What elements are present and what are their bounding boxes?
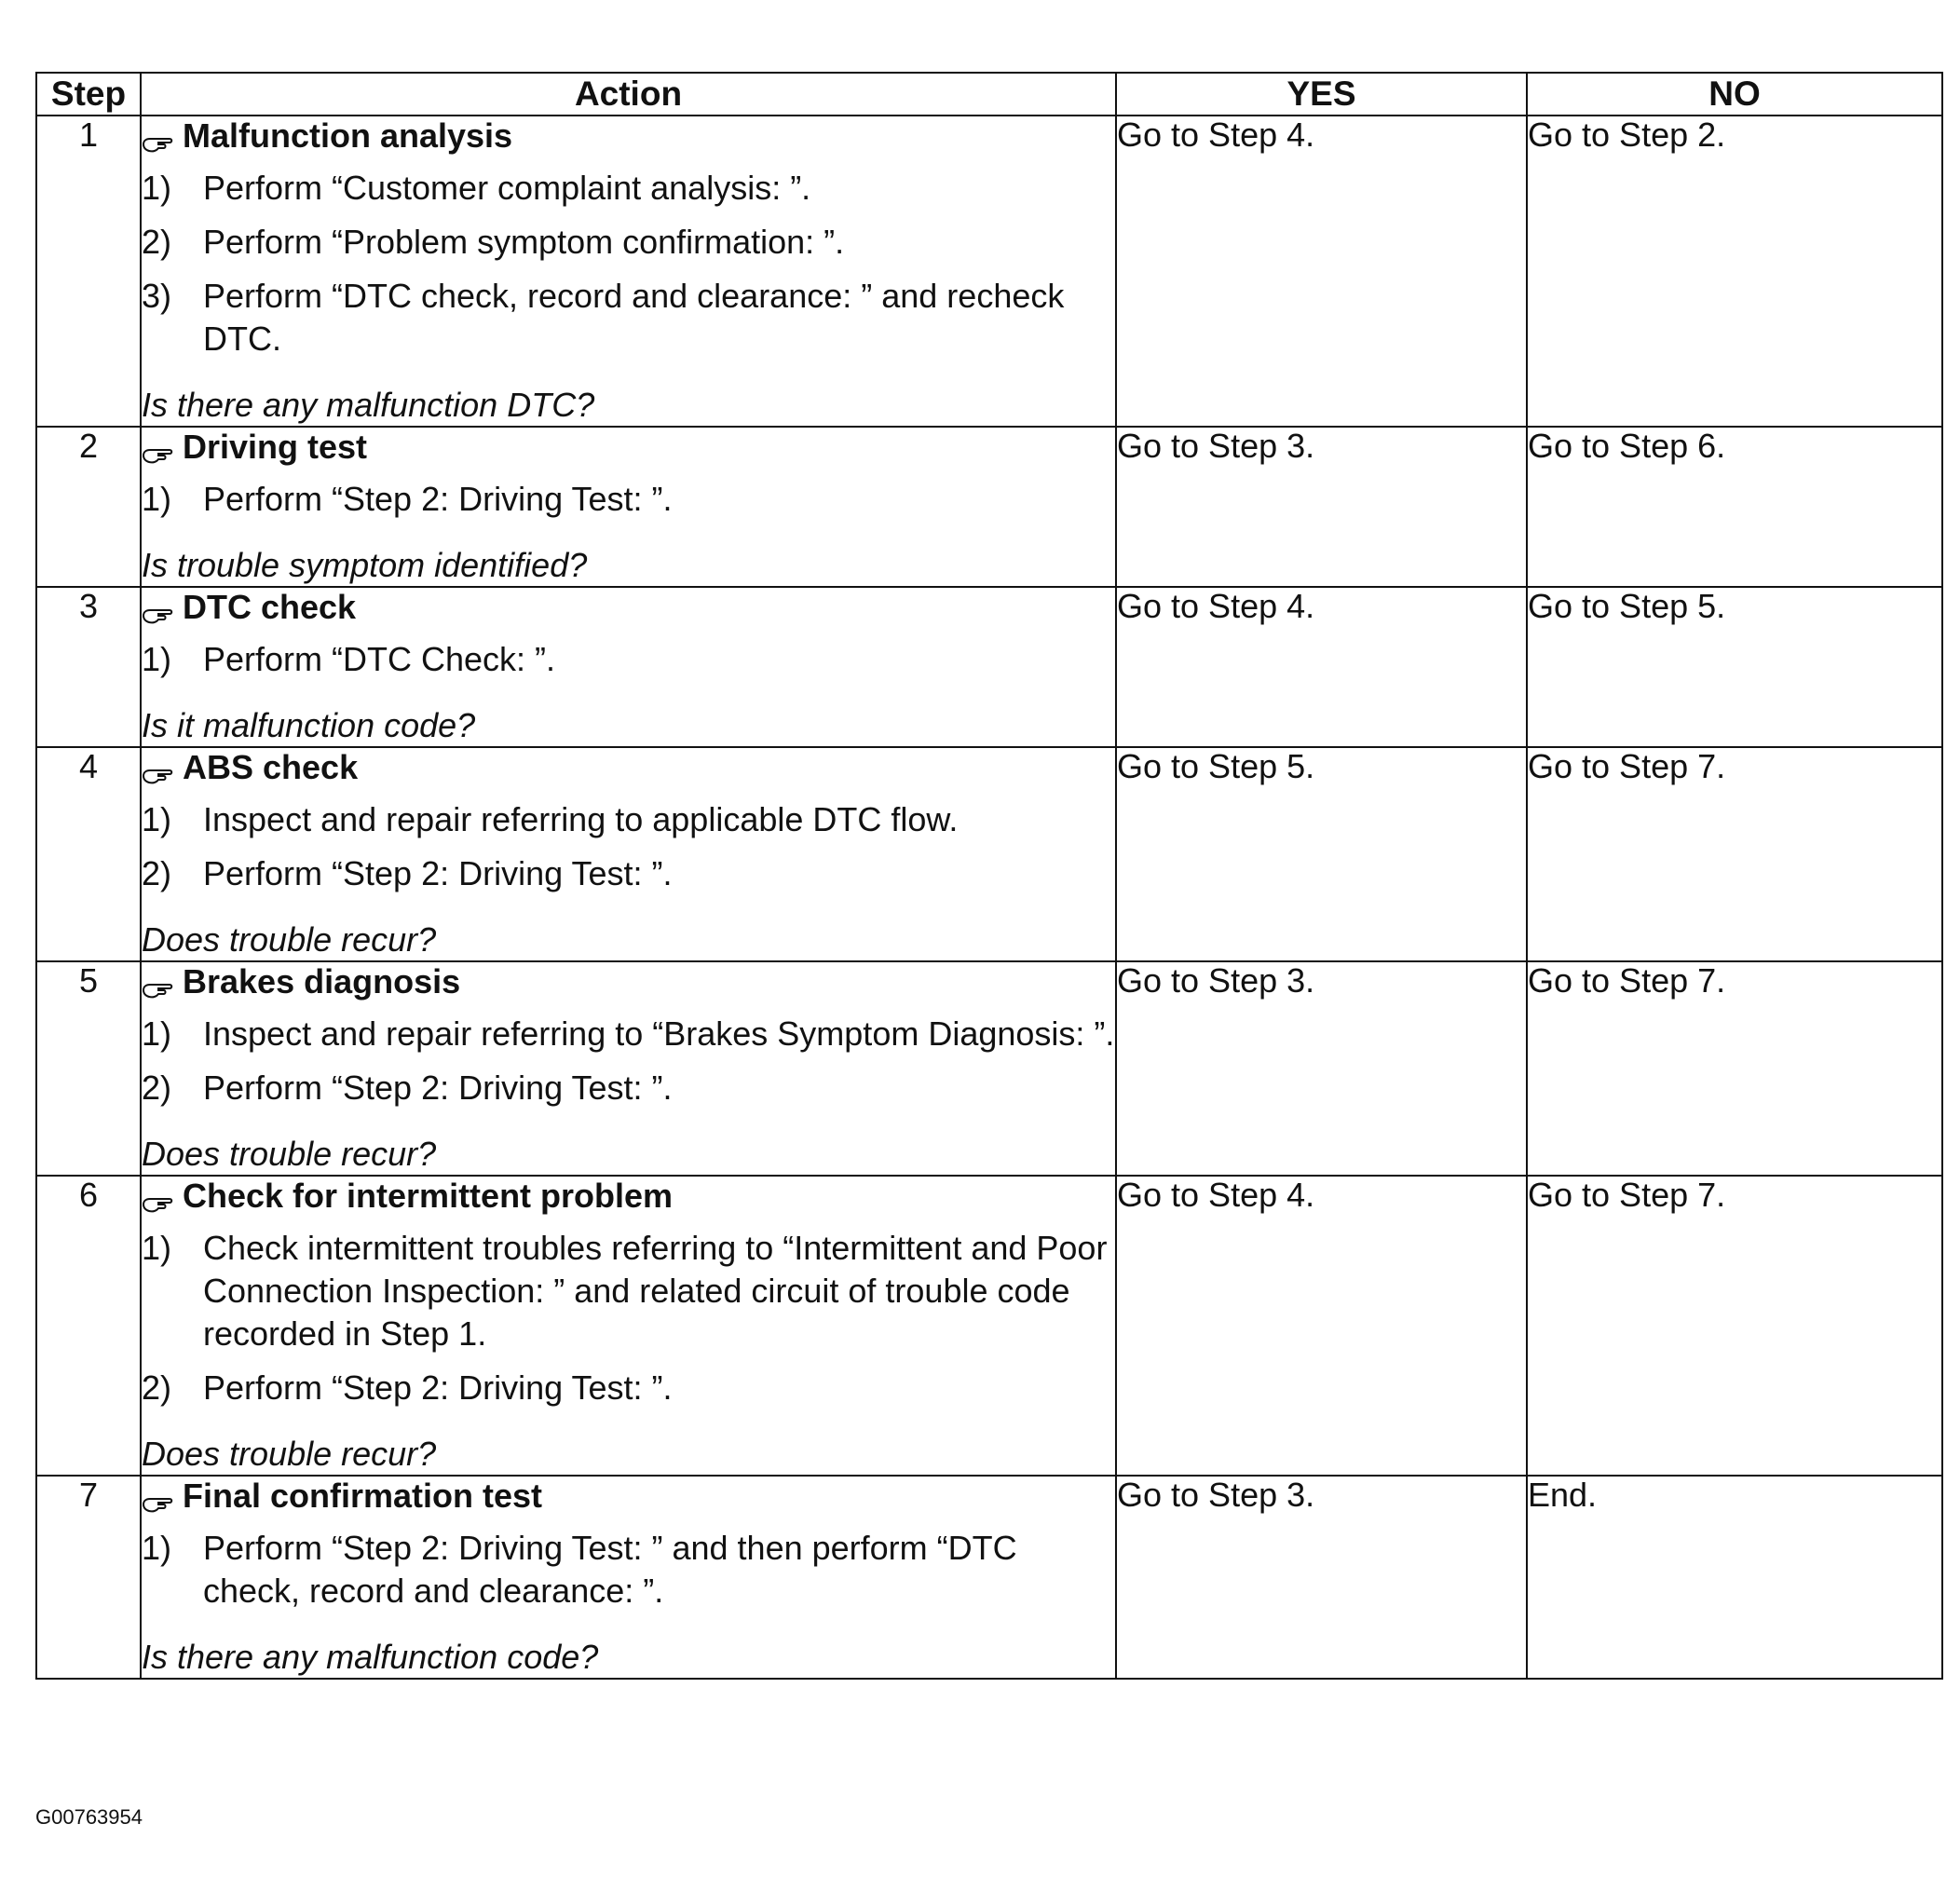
action-heading <box>142 1177 1115 1216</box>
substep-list <box>142 1227 1115 1409</box>
check-question: Is there any malfunction code? <box>142 1638 599 1676</box>
substep-number: 1) <box>142 169 172 207</box>
substep-number: 1) <box>142 800 172 838</box>
substep-item <box>142 852 1115 895</box>
no-result: Go to Step 7. <box>1527 961 1942 1176</box>
pointing-hand-icon <box>142 434 175 455</box>
action-cell <box>141 1476 1116 1679</box>
no-result: Go to Step 6. <box>1527 427 1942 587</box>
check-question: Is there any malfunction DTC? <box>142 386 595 424</box>
substep-number: 1) <box>142 1229 172 1267</box>
substep-number: 1) <box>142 640 172 678</box>
substep-item <box>142 1227 1115 1355</box>
table-row <box>36 1476 1942 1679</box>
no-result: Go to Step 7. <box>1527 747 1942 961</box>
action-cell <box>141 1176 1116 1476</box>
yes-result: Go to Step 3. <box>1116 1476 1527 1679</box>
step-number: 5 <box>36 961 141 1176</box>
yes-result: Go to Step 4. <box>1116 587 1527 747</box>
substep-item <box>142 1367 1115 1409</box>
action-heading <box>142 588 1115 627</box>
figure-id: G00763954 <box>35 1805 143 1829</box>
action-cell <box>141 427 1116 587</box>
substep-text: Perform “Step 2: Driving Test: ”. <box>203 1368 673 1407</box>
no-result: End. <box>1527 1476 1942 1679</box>
substep-item <box>142 167 1115 210</box>
substep-list <box>142 167 1115 361</box>
header-action: Action <box>141 73 1116 116</box>
pointing-hand-icon <box>142 1483 175 1504</box>
check-question: Does trouble recur? <box>142 1135 437 1173</box>
substep-number: 2) <box>142 223 172 261</box>
substep-list <box>142 478 1115 521</box>
substep-number: 1) <box>142 1014 172 1053</box>
substep-item <box>142 638 1115 681</box>
action-title: ABS check <box>183 748 359 786</box>
table-row <box>36 116 1942 427</box>
action-cell <box>141 587 1116 747</box>
substep-item <box>142 798 1115 841</box>
action-title: Malfunction analysis <box>183 116 513 155</box>
step-number: 4 <box>36 747 141 961</box>
substep-text: Perform “DTC Check: ”. <box>203 640 556 678</box>
substep-text: Perform “DTC check, record and clearance: ” and recheck DTC. <box>203 277 1065 358</box>
header-no: NO <box>1527 73 1942 116</box>
substep-item <box>142 1527 1115 1613</box>
substep-text: Perform “Problem symptom confirmation: ”. <box>203 223 845 261</box>
substep-number: 1) <box>142 480 172 518</box>
substep-item <box>142 275 1115 361</box>
yes-result: Go to Step 5. <box>1116 747 1527 961</box>
action-heading <box>142 1477 1115 1516</box>
table-header-row <box>36 73 1942 116</box>
check-question: Is it malfunction code? <box>142 706 476 744</box>
step-number: 1 <box>36 116 141 427</box>
check-question: Does trouble recur? <box>142 1435 437 1473</box>
no-result: Go to Step 2. <box>1527 116 1942 427</box>
diagnostic-flow-table <box>35 72 1943 1680</box>
action-heading <box>142 962 1115 1001</box>
substep-list <box>142 798 1115 895</box>
step-number: 7 <box>36 1476 141 1679</box>
pointing-hand-icon <box>142 1183 175 1204</box>
substep-number: 2) <box>142 854 172 892</box>
step-number: 2 <box>36 427 141 587</box>
no-result: Go to Step 7. <box>1527 1176 1942 1476</box>
header-yes: YES <box>1116 73 1527 116</box>
yes-result: Go to Step 3. <box>1116 427 1527 587</box>
substep-text: Perform “Step 2: Driving Test: ” and then perform “DTC check, record and clearance: ”. <box>203 1529 1017 1610</box>
substep-text: Perform “Step 2: Driving Test: ”. <box>203 854 673 892</box>
yes-result: Go to Step 4. <box>1116 116 1527 427</box>
check-question: Does trouble recur? <box>142 920 437 959</box>
header-step: Step <box>36 73 141 116</box>
substep-list <box>142 1013 1115 1109</box>
action-title: Brakes diagnosis <box>183 962 461 1000</box>
pointing-hand-icon <box>142 755 175 775</box>
yes-result: Go to Step 4. <box>1116 1176 1527 1476</box>
substep-list <box>142 638 1115 681</box>
action-title: DTC check <box>183 588 357 626</box>
action-heading <box>142 428 1115 467</box>
substep-item <box>142 221 1115 264</box>
substep-text: Perform “Step 2: Driving Test: ”. <box>203 1069 673 1107</box>
action-cell <box>141 961 1116 1176</box>
yes-result: Go to Step 3. <box>1116 961 1527 1176</box>
action-cell <box>141 116 1116 427</box>
substep-number: 2) <box>142 1368 172 1407</box>
substep-list <box>142 1527 1115 1613</box>
substep-item <box>142 1067 1115 1109</box>
check-question: Is trouble symptom identified? <box>142 546 588 584</box>
step-number: 3 <box>36 587 141 747</box>
action-title: Driving test <box>183 428 368 466</box>
pointing-hand-icon <box>142 123 175 143</box>
table-row <box>36 961 1942 1176</box>
table-row <box>36 587 1942 747</box>
table-row <box>36 1176 1942 1476</box>
substep-number: 3) <box>142 277 172 315</box>
step-number: 6 <box>36 1176 141 1476</box>
substep-text: Perform “Customer complaint analysis: ”. <box>203 169 811 207</box>
action-title: Check for intermittent problem <box>183 1177 674 1215</box>
substep-item <box>142 1013 1115 1055</box>
substep-number: 2) <box>142 1069 172 1107</box>
substep-item <box>142 478 1115 521</box>
substep-text: Check intermittent troubles referring to “Intermittent and Poor Connection Inspection: ” and related circuit of trouble code recorded in Step 1. <box>203 1229 1108 1353</box>
action-heading <box>142 748 1115 787</box>
no-result: Go to Step 5. <box>1527 587 1942 747</box>
substep-number: 1) <box>142 1529 172 1567</box>
pointing-hand-icon <box>142 969 175 989</box>
substep-text: Inspect and repair referring to applicable DTC flow. <box>203 800 959 838</box>
table-row <box>36 427 1942 587</box>
action-heading <box>142 116 1115 156</box>
substep-text: Inspect and repair referring to “Brakes Symptom Diagnosis: ”. <box>203 1014 1115 1053</box>
pointing-hand-icon <box>142 594 175 615</box>
action-cell <box>141 747 1116 961</box>
action-title: Final confirmation test <box>183 1477 543 1515</box>
table-row <box>36 747 1942 961</box>
substep-text: Perform “Step 2: Driving Test: ”. <box>203 480 673 518</box>
table-body <box>36 116 1942 1679</box>
